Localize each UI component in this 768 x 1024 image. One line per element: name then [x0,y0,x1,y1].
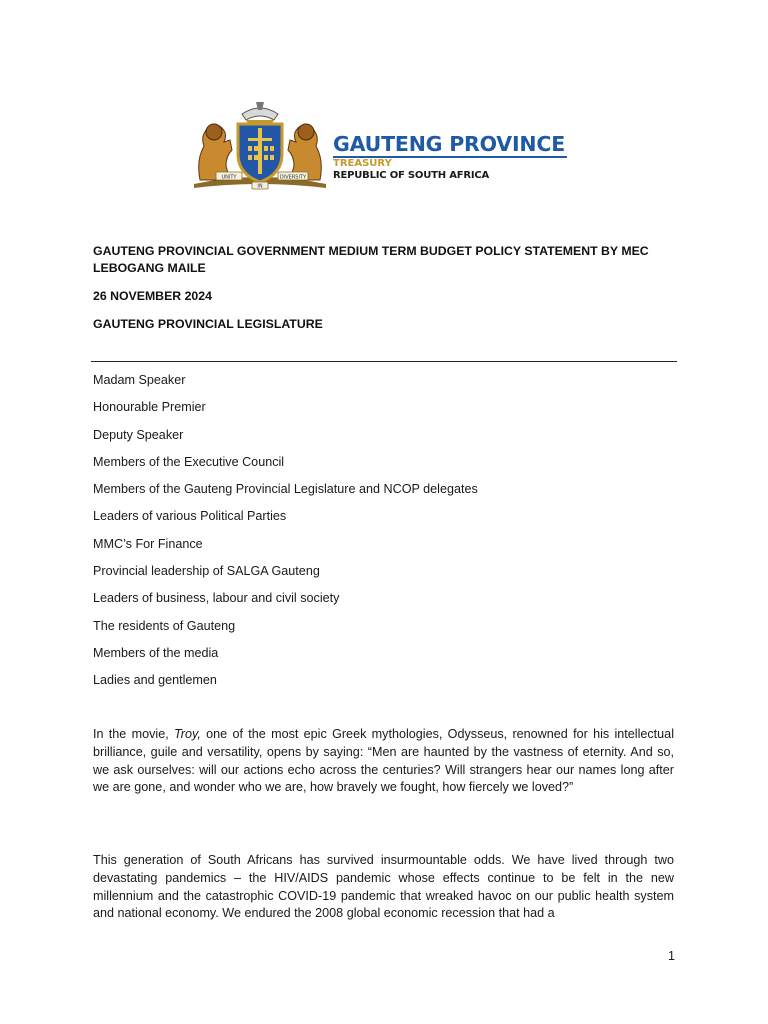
salutation-item: MMC’s For Finance [93,536,203,551]
document-title-line1: GAUTENG PROVINCIAL GOVERNMENT MEDIUM TERM BUDGET POLICY STATEMENT BY MEC [93,244,649,258]
salutation-list [93,372,478,700]
logo-subtitle-treasury: TREASURY [333,158,392,169]
coat-of-arms-icon [190,100,330,192]
logo-subtitle-country: REPUBLIC OF SOUTH AFRICA [333,170,490,181]
salutation-item: Leaders of business, labour and civil society [93,591,340,606]
salutation-item: Ladies and gentlemen [93,673,217,688]
motto-left: UNITY [221,174,237,181]
body-paragraph-1 [93,726,674,797]
paragraph1-after: one of the most epic Greek mythologies, Odysseus, renowned for his intellectual brilliance, guile and versatility, opens by saying: “Men are haunted by the vastness of eternity. And so, we ask ourselves: will our actions echo across the centuries? Will strangers hear our names long after we are gone, and wonder who we are, how bravely we fought, how fiercely we loved?” [93,727,674,795]
motto-bottom: IN [257,183,263,190]
gauteng-treasury-logo [190,100,570,192]
document-title-line2: LEBOGANG MAILE [93,261,206,275]
salutation-item: Honourable Premier [93,400,206,415]
document-date: 26 NOVEMBER 2024 [93,289,212,303]
salutation-item: The residents of Gauteng [93,618,236,633]
salutation-item: Members of the media [93,645,219,660]
horizontal-divider [91,361,677,362]
body-paragraph-2: This generation of South Africans has survived insurmountable odds. We have lived through two devastating pandemics – the HIV/AIDS pandemic whose effects continue to be felt in the new millennium and the catastrophic COVID-19 pandemic that wreaked havoc on our public health system and national economy. We endured the 2008 global economic recession that had a [93,853,674,921]
document-venue: GAUTENG PROVINCIAL LEGISLATURE [93,317,323,331]
salutation-item: Leaders of various Political Parties [93,509,287,524]
logo-title: GAUTENG PROVINCE [333,132,565,156]
salutation-item: Deputy Speaker [93,427,184,442]
document-title [93,243,683,277]
salutation-item: Provincial leadership of SALGA Gauteng [93,564,320,579]
page-number: 1 [668,949,675,963]
salutation-item: Madam Speaker [93,373,186,387]
motto-right: DIVERSITY [279,174,307,181]
salutation-item: Members of the Executive Council [93,454,285,469]
movie-title: Troy, [174,727,201,741]
salutation-item: Members of the Gauteng Provincial Legislature and NCOP delegates [93,482,478,497]
paragraph1-before: In the movie, [93,727,175,741]
